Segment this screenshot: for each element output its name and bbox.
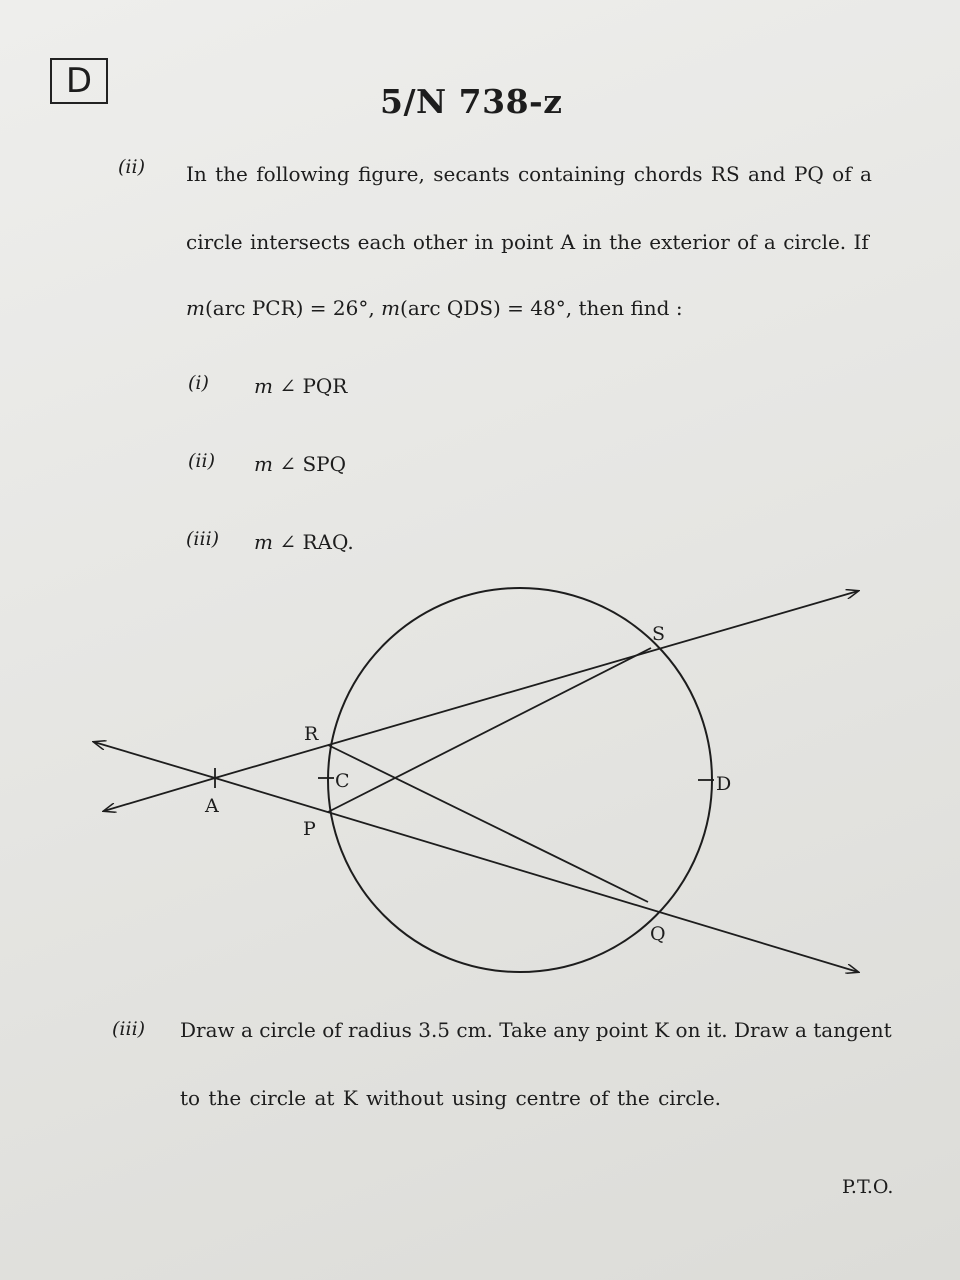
angle-raq: ∠ RAQ.: [279, 530, 354, 554]
label-c: C: [335, 770, 350, 792]
arc-pcr-given: (arc PCR) = 26°,: [204, 296, 382, 320]
section-letter-box: D: [50, 58, 108, 104]
page-turn-over: P.T.O.: [842, 1176, 894, 1198]
secant-apq: [215, 778, 858, 972]
angle-spq: ∠ SPQ: [279, 452, 346, 476]
secant-ars-backward: [104, 778, 215, 811]
measure-m: m: [186, 296, 205, 320]
secant-apq-backward: [94, 742, 215, 778]
subpart-number-ii: (ii): [188, 450, 215, 472]
measure-m: m: [254, 452, 273, 476]
label-s: S: [652, 623, 666, 645]
question-iii-line-2: to the circle at K without using centre of the circle.: [180, 1086, 722, 1110]
label-a: A: [205, 795, 219, 817]
question-ii-line-1: In the following figure, secants containing chords RS and PQ of a: [186, 162, 872, 186]
paper-code: 5/N 738-z: [380, 82, 563, 121]
subpart-number-iii: (iii): [186, 528, 220, 550]
circle: [328, 588, 712, 972]
arc-qds-given: (arc QDS) = 48°, then find :: [400, 296, 683, 320]
question-number-ii: (ii): [118, 156, 145, 178]
chord-ps: [328, 648, 651, 812]
chord-rq: [328, 745, 648, 902]
secant-ars: [215, 591, 858, 778]
subpart-number-i: (i): [188, 372, 209, 394]
question-number-iii: (iii): [112, 1018, 146, 1040]
question-ii-line-2: circle intersects each other in point A in the exterior of a circle. If: [186, 230, 869, 254]
measure-m: m: [381, 296, 401, 320]
question-iii-line-1: Draw a circle of radius 3.5 cm. Take any point K on it. Draw a tangent: [180, 1018, 892, 1042]
label-p: P: [303, 818, 316, 840]
angle-pqr: ∠ PQR: [279, 374, 348, 398]
label-d: D: [716, 773, 732, 795]
label-r: R: [304, 723, 319, 745]
measure-m: m: [254, 530, 273, 554]
measure-m: m: [254, 374, 273, 398]
label-q: Q: [650, 923, 666, 945]
